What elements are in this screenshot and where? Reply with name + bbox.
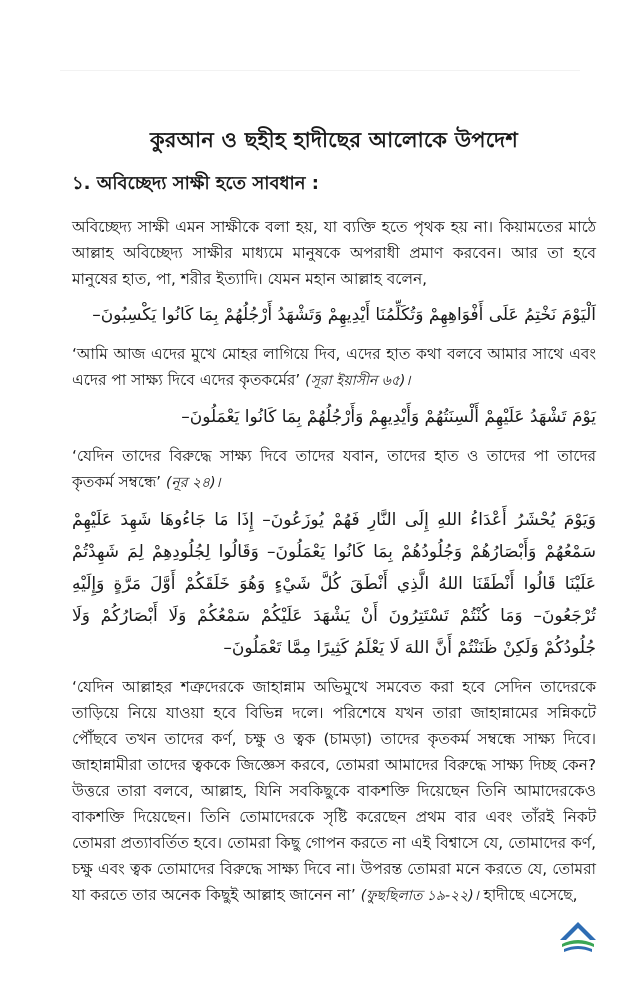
reference-3: (ফুছছিলাত ১৯-২২)। — [360, 888, 479, 904]
trailing-text: হাদীছে এসেছে, — [483, 886, 578, 904]
page-title: কুরআন ও ছহীহ হাদীছের আলোকে উপদেশ — [149, 128, 519, 152]
translation-1 — [72, 341, 596, 394]
translation-3-text: ‘যেদিন আল্লাহর শত্রুদেরকে জাহান্নাম অভিমুখে সমবেত করা হবে সেদিন তাদেরকে তাড়িয়ে নিয়ে যাওয়া হবে বিভিন্ন দলে। পরিশেষে যখন তারা জাহান্নামের সন্নিকটে পৌঁছবে তখন তাদের কর্ণ, চক্ষু ও ত্বক (চামড়া) তাদের কৃতকর্ম সম্বন্ধে সাক্ষ্য দিবে। জাহান্নামীরা তাদের ত্বককে জিজ্ঞেস করবে, তোমরা আমাদের বিরুদ্ধে সাক্ষ্য দিচ্ছ কেন? উত্তরে তারা বলবে, আল্লাহ, যিনি সবকিছুকে বাকশক্তি দিয়েছেন তিনি আমাদেরকেও বাকশক্তি দিয়েছেন। তিনি তোমাদেরকে সৃষ্টি করেছেন প্রথম বার এবং তাঁরই নিকট তোমরা প্রত্যাবর্তিত হবে। তোমরা কিছু গোপন করতে না এই বিশ্বাসে যে, তোমাদের কর্ণ, চক্ষু এবং ত্বক তোমাদের বিরুদ্ধে সাক্ষ্য দিবে না। উপরন্ত তোমরা মনে করতে যে, তোমরা যা করতে তার অনেক কিছুই আল্লাহ জানেন না’ — [72, 678, 596, 904]
faint-divider — [60, 70, 580, 71]
section-heading: ১. অবিচ্ছেদ্য সাক্ষী হতে সাবধান : — [72, 173, 319, 194]
arabic-verse-3: وَيَوْمَ يُحْشَرُ أَعْدَاءُ اللهِ إِلَى النَّارِ فَهُمْ يُوزَعُونَ– إِذَا مَا جَاءُوهَا شَهِدَ عَلَيْهِمْ سَمْعُهُمْ وَأَبْصَارُهُمْ وَجُلُودُهُمْ بِمَا كَانُوا يَعْمَلُونَ– وَقَالُوا لِجُلُودِهِمْ لِمَ شَهِدْتُمْ عَلَيْنَا قَالُوا أَنْطَقَنَا اللهُ الَّذِي أَنْطَقَ كُلَّ شَيْءٍ وَهُوَ خَلَقَكُمْ أَوَّلَ مَرَّةٍ وَإِلَيْهِ تُرْجَعُونَ– وَمَا كُنْتُمْ تَسْتَتِرُونَ أَنْ يَشْهَدَ عَلَيْكُمْ سَمْعُكُمْ وَلَا أَبْصَارُكُمْ وَلَا جُلُودُكُمْ وَلَكِنْ ظَنَنْتُمْ أَنَّ اللهَ لَا يَعْلَمُ كَثِيرًا مِمَّا تَعْمَلُونَ– — [72, 510, 596, 658]
reference-2: (নূর ২৪)। — [165, 475, 221, 491]
translation-2-text: ‘যেদিন তাদের বিরুদ্ধে সাক্ষ্য দিবে তাদের যবান, তাদের হাত ও তাদের পা তাদের কৃতকর্ম সম্বন্ধে’ — [72, 447, 596, 491]
translation-2 — [72, 443, 596, 496]
publisher-logo-icon — [556, 918, 600, 956]
translation-1-text: ‘আমি আজ এদের মুখে মোহর লাগিয়ে দিব, এদের হাত কথা বলবে আমার সাথে এবং এদের পা সাক্ষ্য দিবে এদের কৃতকর্মের’ — [72, 345, 596, 389]
reference-1: (সূরা ইয়াসীন ৬৫)। — [305, 373, 411, 389]
arabic-verse-2: يَوْمَ تَشْهَدُ عَلَيْهِمْ أَلْسِنَتُهُمْ وَأَيْدِيهِمْ وَأَرْجُلُهُمْ بِمَا كَانُوا يَعْمَلُونَ– — [181, 407, 596, 427]
arabic-verse-1: اَلْيَوْمَ نَخْتِمُ عَلَى أَفْوَاهِهِمْ وَتُكَلِّمُنَا أَيْدِيهِمْ وَتَشْهَدُ أَرْجُلُهُمْ بِمَا كَانُوا يَكْسِبُونَ– — [92, 305, 596, 325]
intro-paragraph: অবিচ্ছেদ্য সাক্ষী এমন সাক্ষীকে বলা হয়, যা ব্যক্তি হতে পৃথক হয় না। কিয়ামতের মাঠে আল্লাহ অবিচ্ছেদ্য সাক্ষীর মাধ্যমে মানুষকে অপরাধী প্রমাণ করবেন। আর তা হবে মানুষের হাত, পা, শরীর ইত্যাদি। যেমন মহান আল্লাহ বলেন, — [72, 218, 596, 288]
translation-3 — [72, 674, 596, 909]
